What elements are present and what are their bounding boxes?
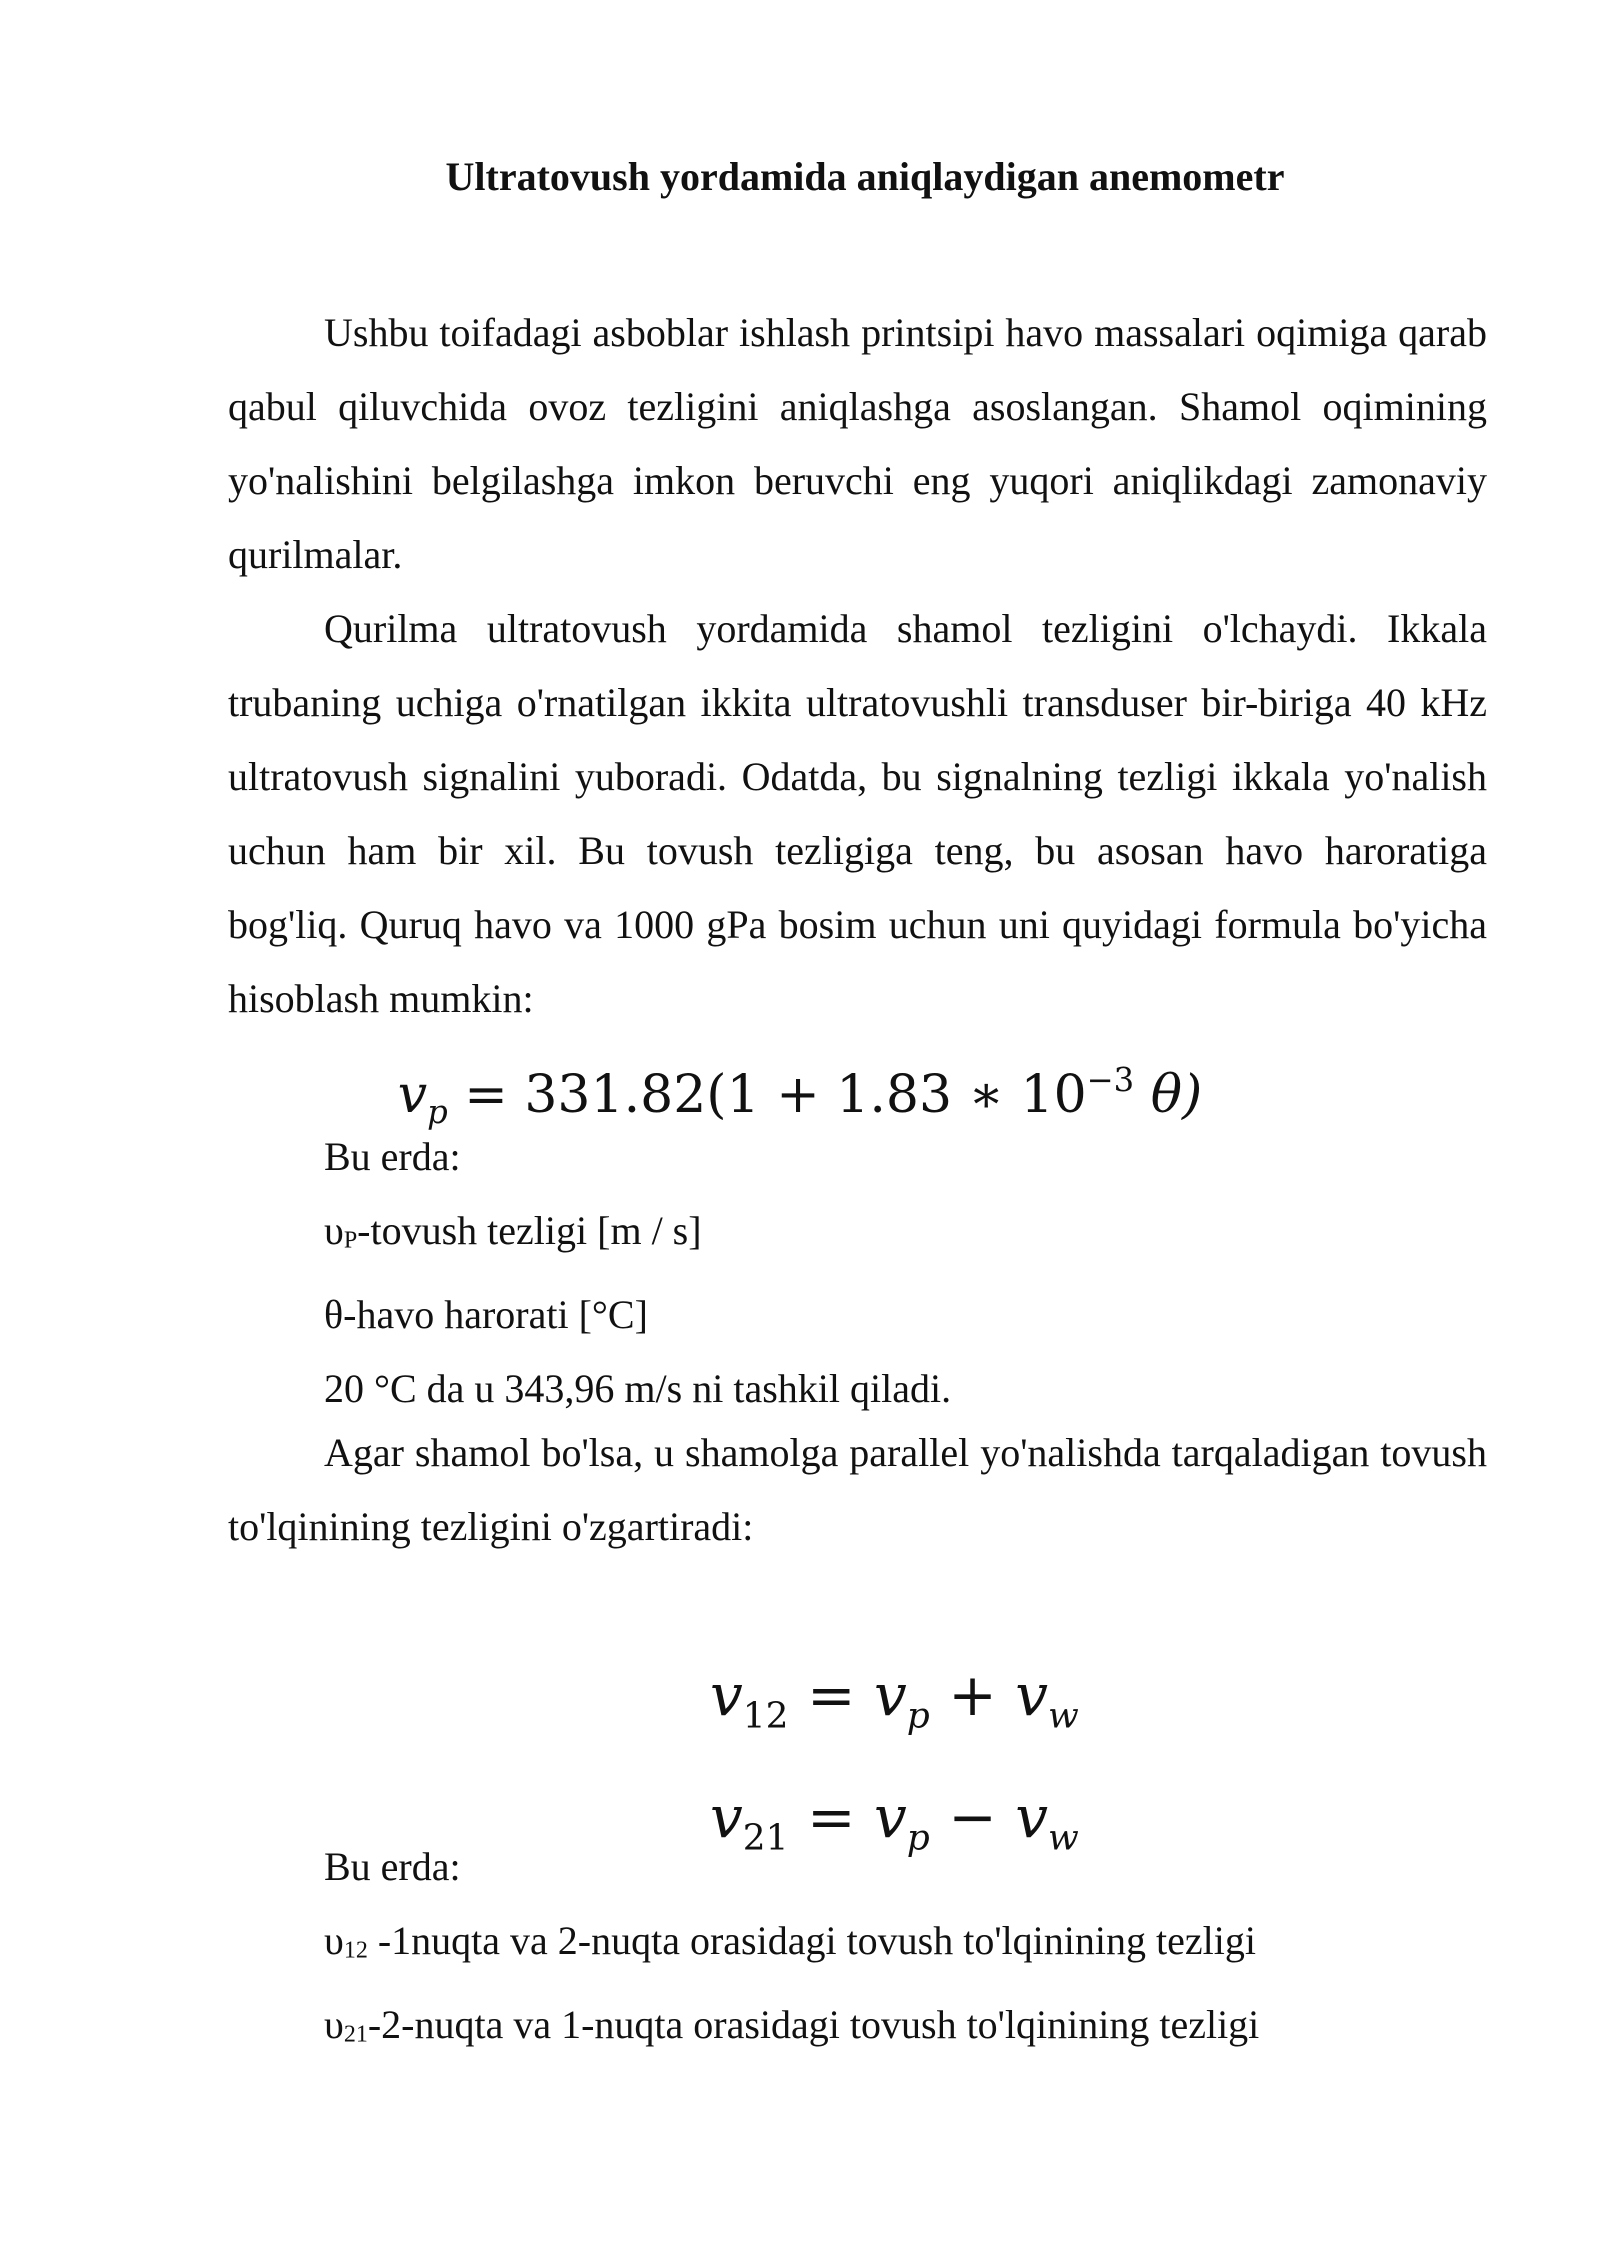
paragraph-device: Qurilma ultratovush yordamida shamol tezligini o'lchaydi. Ikkala trubaning uchiga o'rnatilgan ikkita ultratovushli transduser bir-biriga 40 kHz ultratovush signalini yuboradi. Odatda, bu signalning tezligi ikkala yo'nalish uchun ham bir xil. Bu tovush tezligiga teng, bu asosan havo haroratiga bog'liq. Quruq havo va 1000 gPa bosim uchun uni quyidagi formula bo'yicha hisoblash mumkin: <box>228 606 1487 1021</box>
symbol-sub: w <box>1048 1817 1079 1859</box>
symbol-sub: w <box>1048 1695 1079 1737</box>
definition-v12 <box>228 1904 1487 1988</box>
paragraph-intro <box>228 296 1487 1036</box>
formula-part: + v <box>929 1661 1049 1729</box>
formula-lhs: v <box>397 1064 428 1125</box>
symbol-sub: 21 <box>343 2021 368 2048</box>
formula-exponent: −3 <box>1086 1061 1135 1099</box>
formula-part: = v <box>788 1661 907 1729</box>
symbol-v: v <box>710 1782 743 1851</box>
symbol-v: v <box>710 1661 743 1729</box>
formula-row-12 <box>710 1645 1079 1767</box>
definitions-heading: Bu erda: <box>324 1134 461 1179</box>
symbol-sub: p <box>906 1817 930 1859</box>
definitions-block-2 <box>228 1830 1487 2071</box>
symbol-upsilon: υ <box>324 2001 344 2047</box>
symbol-sub: 12 <box>742 1695 789 1737</box>
definition-text: -tovush tezligi [m / s] <box>357 1208 702 1253</box>
definition-note: 20 °C da u 343,96 m/s ni tashkil qiladi. <box>324 1365 952 1411</box>
definition-theta: θ-havo harorati [°C] <box>324 1291 648 1337</box>
document-title: Ultratovush yordamida aniqlaydigan anemometr <box>445 154 1285 199</box>
symbol-upsilon: υ <box>324 1918 344 1963</box>
definition-v21 <box>228 1988 1487 2072</box>
symbol-sub: P <box>343 1227 358 1254</box>
paragraph-text: Agar shamol bo'lsa, u shamolga parallel yo'nalishda tarqaladigan tovush to'lqinining tezligini o'zgartiradi: <box>228 1430 1487 1549</box>
formula-lhs-sub: p <box>427 1093 448 1132</box>
symbol-upsilon: υ <box>324 1208 344 1253</box>
symbol-sub: 21 <box>742 1817 789 1859</box>
definitions-block-1 <box>228 1120 1487 1426</box>
formula-part: = v <box>788 1782 907 1851</box>
definition-text: -2-nuqta va 1-nuqta orasidagi tovush to'lqinining tezligi <box>367 2001 1260 2047</box>
definitions-heading: Bu erda: <box>324 1844 461 1889</box>
formula-rhs: = 331.82(1 + 1.83 ∗ 10 <box>464 1064 1087 1125</box>
formula-theta: θ) <box>1134 1064 1203 1125</box>
symbol-sub: p <box>906 1695 930 1737</box>
paragraph-wind <box>228 1416 1487 1564</box>
definition-vp <box>228 1194 1487 1278</box>
paragraph-text: Ushbu toifadagi asboblar ishlash printsipi havo massalari oqimiga qarab qabul qiluvchida ovoz tezligini aniqlashga asoslangan. Shamol oqimining yo'nalishini belgilashga imkon beruvchi eng yuqori aniqlikdagi zamonaviy qurilmalar. <box>228 310 1487 577</box>
definition-text: -1nuqta va 2-nuqta orasidagi tovush to'lqinining tezligi <box>367 1918 1256 1963</box>
formula-part: − v <box>929 1782 1049 1851</box>
symbol-sub: 12 <box>343 1937 368 1964</box>
